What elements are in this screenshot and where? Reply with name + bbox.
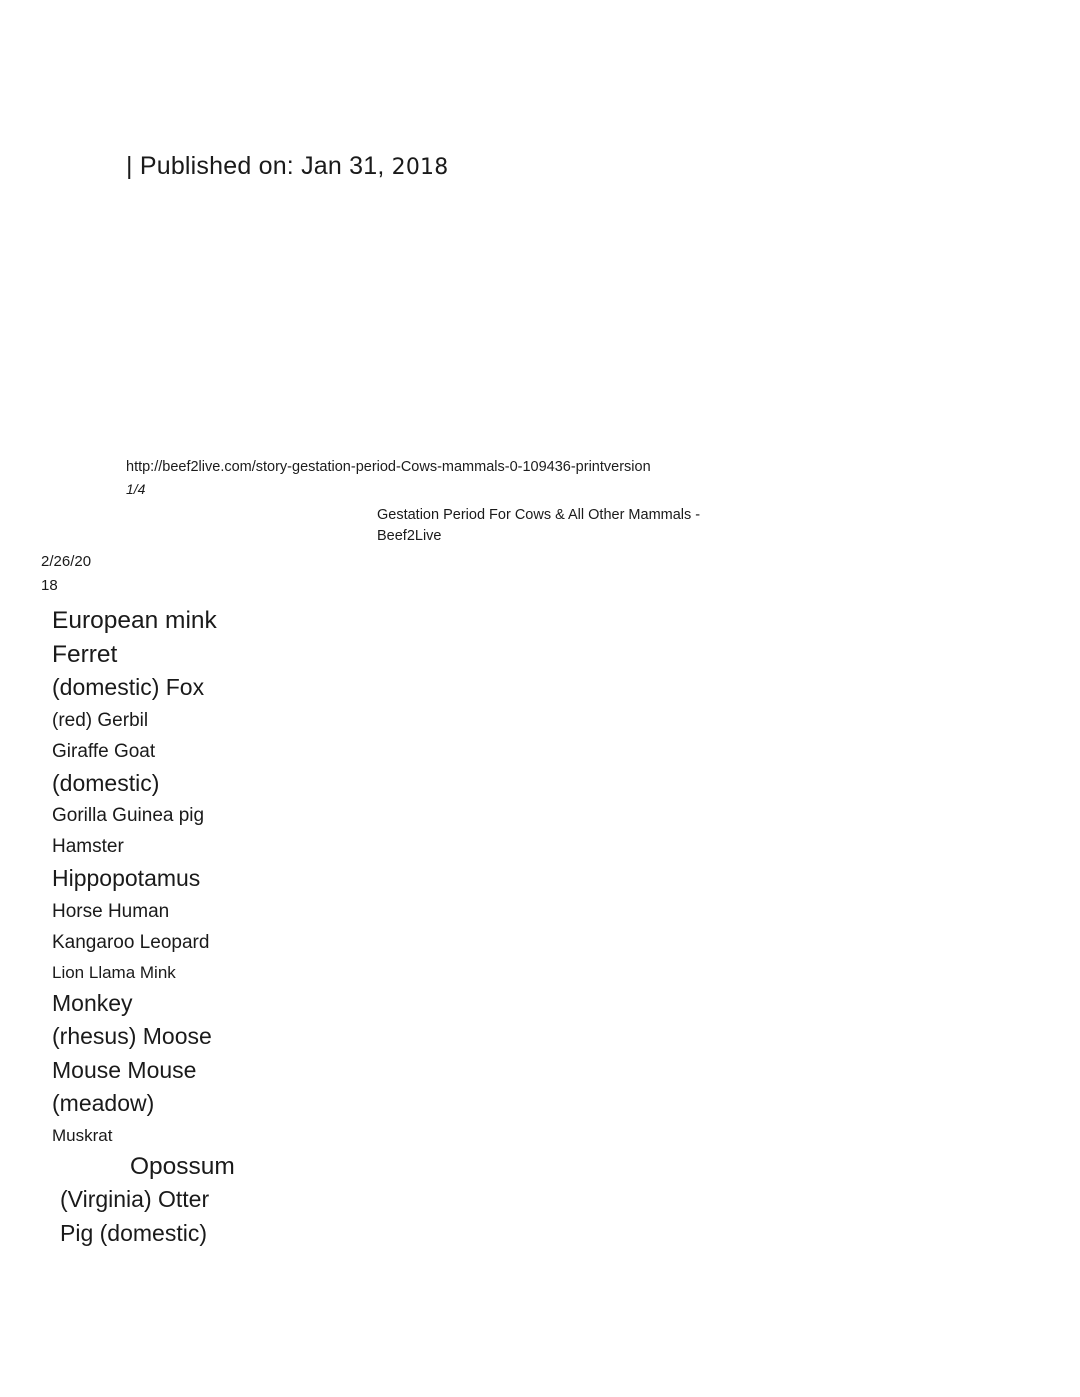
mammal-name-list — [52, 604, 352, 1250]
list-item: Hippopotamus — [52, 865, 201, 891]
source-url: http://beef2live.com/story-gestation-period-Cows-mammals-0-109436-printversion — [126, 459, 651, 475]
published-prefix: | Published on: Jan 31, — [126, 152, 385, 180]
list-item: (meadow) — [52, 1090, 155, 1116]
list-item: Pig (domestic) — [60, 1219, 207, 1246]
list-item: Giraffe Goat — [52, 740, 156, 762]
list-item: Muskrat — [52, 1125, 113, 1145]
print-date-line-2: 18 — [41, 577, 58, 594]
list-item: (rhesus) Moose — [52, 1023, 212, 1049]
list-item: Ferret — [52, 640, 118, 668]
published-year: 2018 — [391, 155, 449, 180]
list-item: Horse Human — [52, 900, 170, 922]
list-item: Monkey — [52, 989, 133, 1016]
list-item: (red) Gerbil — [52, 709, 149, 731]
list-item: (domestic) — [52, 769, 160, 796]
print-date-stamp — [41, 550, 131, 598]
print-date-line-1: 2/26/20 — [41, 553, 92, 570]
list-item: Kangaroo Leopard — [52, 931, 210, 953]
list-item: (Virginia) Otter — [60, 1186, 210, 1212]
page-title: Gestation Period For Cows & All Other Mammals - Beef2Live — [377, 507, 701, 544]
list-item: Lion Llama Mink — [52, 962, 176, 982]
list-item: Opossum — [130, 1152, 235, 1180]
page-number: 1/4 — [126, 481, 146, 497]
list-item: European mink — [52, 607, 217, 634]
published-date-line — [126, 152, 448, 181]
list-item: Gorilla Guinea pig — [52, 805, 205, 826]
list-item: Mouse Mouse — [52, 1056, 197, 1083]
list-item: (domestic) Fox — [52, 674, 205, 700]
list-item: Hamster — [52, 836, 124, 857]
